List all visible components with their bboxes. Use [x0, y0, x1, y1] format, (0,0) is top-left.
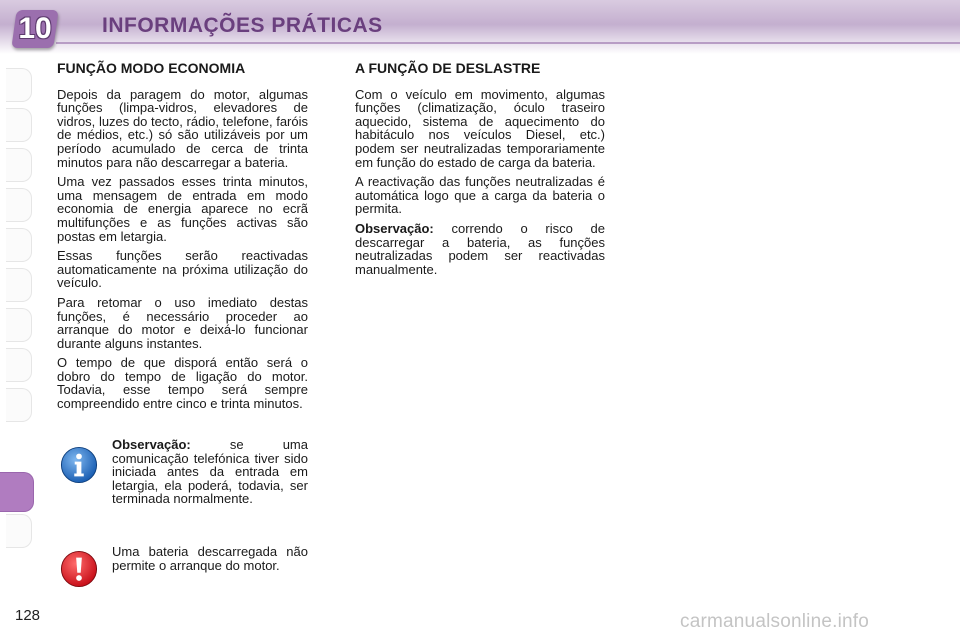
chapter-tab-8[interactable] — [6, 348, 32, 382]
chapter-tabs — [0, 68, 34, 578]
warning-note: Uma bateria descarregada não permite o arranque do motor. — [112, 544, 308, 573]
economy-paragraph-5: O tempo de que disporá então será o dobro do tempo de ligação do motor. Todavia, esse tempo será sempre compreendido entre cinco e trinta minutos. — [57, 355, 308, 412]
load-shedding-note — [355, 222, 605, 276]
chapter-tab-3[interactable] — [6, 148, 32, 182]
economy-paragraph-4: Para retomar o uso imediato destas funções, é necessário proceder ao arranque do motor e deixá-lo funcionar durante alguns instantes. — [57, 294, 308, 351]
economy-paragraph-1: Depois da paragem do motor, algumas funções (limpa-vidros, elevadores de vidros, luzes do tecto, rádio, telefone, faróis de médios, etc.) só são utilizáveis por um período acumulado de cerca de trinta minutos para não descarregar a bateria. — [57, 86, 308, 170]
load-shedding-paragraph-1: Com o veículo em movimento, algumas funções (climatização, óculo traseiro aquecido, sistema de aquecimento do habitáculo nos veículos Diesel, etc.) podem ser neutralizadas temporariamente em função do estado de carga da bateria. — [355, 86, 605, 170]
economy-paragraph-3: Essas funções serão reactivadas automaticamente na próxima utilização do veículo. — [57, 248, 308, 291]
chapter-tab-6[interactable] — [6, 268, 32, 302]
chapter-number: 10 — [18, 12, 52, 45]
page-title: INFORMAÇÕES PRÁTICAS — [102, 14, 383, 37]
chapter-tab-4[interactable] — [6, 188, 32, 222]
economy-mode-heading: FUNÇÃO MODO ECONOMIA — [57, 60, 246, 76]
header-rule — [56, 42, 960, 44]
chapter-tab-11[interactable] — [6, 514, 32, 548]
load-shedding-note-text: correndo o risco de descarregar a bateria, as funções neutralizadas podem ser reactivadas manualmente. — [355, 220, 605, 277]
load-shedding-paragraph-2: A reactivação das funções neutralizadas é automática logo que a carga da bateria o permita. — [355, 174, 605, 217]
chapter-tab-2[interactable] — [6, 108, 32, 142]
info-note — [112, 438, 308, 506]
chapter-tab-7[interactable] — [6, 308, 32, 342]
load-shedding-note-label: Observação: — [355, 220, 434, 236]
chapter-tab-10-active[interactable] — [0, 472, 34, 512]
economy-paragraph-2: Uma vez passados esses trinta minutos, uma mensagem de entrada em modo economia de energia aparece no ecrã multifunções e as funções activas são postas em letargia. — [57, 174, 308, 244]
chapter-tab-1[interactable] — [6, 68, 32, 102]
load-shedding-section — [355, 62, 605, 282]
info-note-label: Observação: — [112, 437, 191, 452]
chapter-tab-5[interactable] — [6, 228, 32, 262]
exclamation-icon — [60, 550, 98, 588]
load-shedding-heading: A FUNÇÃO DE DESLASTRE — [355, 60, 541, 76]
watermark: carmanualsonline.info — [680, 611, 870, 632]
page-number: 128 — [15, 607, 41, 624]
chapter-tab-9[interactable] — [6, 388, 32, 422]
economy-mode-section — [57, 62, 308, 417]
info-icon — [60, 446, 98, 484]
info-note-text: se uma comunicação telefónica tiver sido iniciada antes da entrada em letargia, ela poderá, todavia, ser terminada normalmente. — [112, 437, 308, 507]
